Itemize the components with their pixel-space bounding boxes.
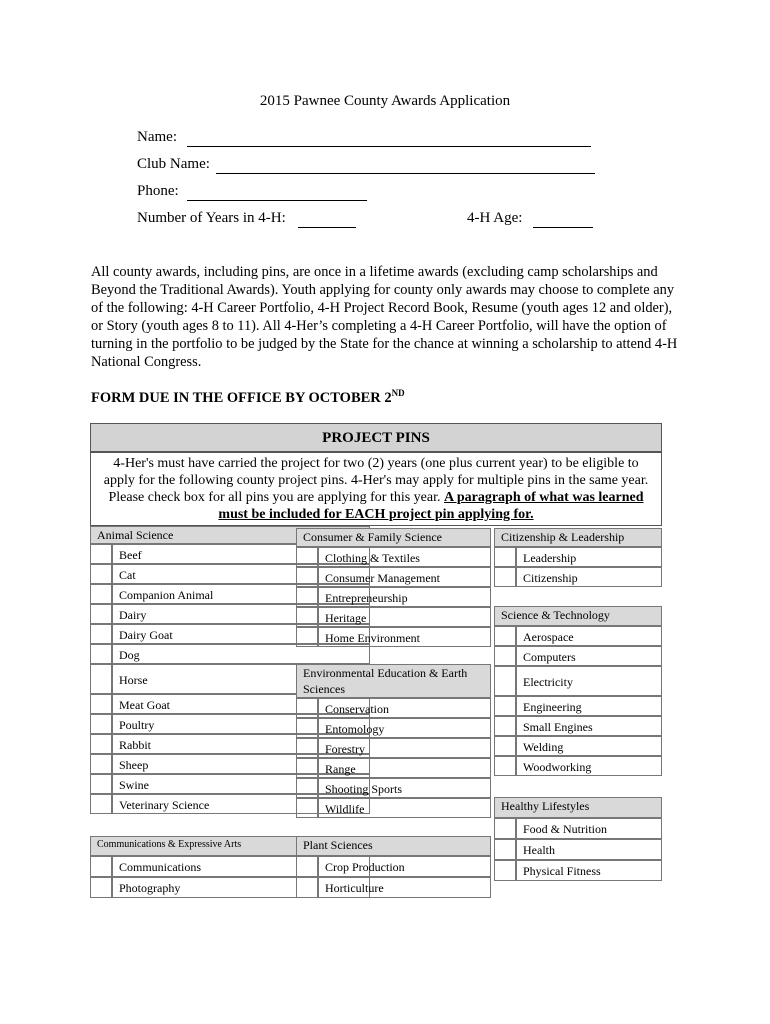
checkbox-entrepreneurship[interactable]: [296, 587, 318, 607]
checkbox-horse[interactable]: [90, 664, 112, 694]
pin-label-swine: Swine: [112, 774, 370, 794]
project-pins-instructions: [90, 452, 662, 526]
name-label: Name:: [137, 129, 177, 145]
checkbox-wildlife[interactable]: [296, 798, 318, 818]
pin-label-veterinary-science: Veterinary Science: [112, 794, 370, 814]
checkbox-meat-goat[interactable]: [90, 694, 112, 714]
pin-label-small-engines: Small Engines: [516, 716, 662, 736]
checkbox-physical-fitness[interactable]: [494, 860, 516, 881]
checkbox-beef[interactable]: [90, 544, 112, 564]
checkbox-heritage[interactable]: [296, 607, 318, 627]
group-header-comm-arts: Communications & Expressive Arts: [90, 836, 370, 856]
pin-label-heritage: Heritage: [318, 607, 491, 627]
pin-label-clothing-and-textiles: Clothing & Textiles: [318, 547, 491, 567]
checkbox-health[interactable]: [494, 839, 516, 860]
pin-label-health: Health: [516, 839, 662, 860]
checkbox-shooting-sports[interactable]: [296, 778, 318, 798]
pin-label-photography: Photography: [112, 877, 370, 898]
group-header-healthy: Healthy Lifestyles: [494, 797, 662, 818]
pin-label-entomology: Entomology: [318, 718, 491, 738]
checkbox-consumer-management[interactable]: [296, 567, 318, 587]
checkbox-sheep[interactable]: [90, 754, 112, 774]
phone-field[interactable]: [187, 200, 367, 201]
checkbox-dairy-goat[interactable]: [90, 624, 112, 644]
pin-label-electricity: Electricity: [516, 666, 662, 696]
checkbox-aerospace[interactable]: [494, 626, 516, 646]
pin-label-leadership: Leadership: [516, 547, 662, 567]
form-title: 2015 Pawnee County Awards Application: [259, 93, 511, 109]
checkbox-woodworking[interactable]: [494, 756, 516, 776]
checkbox-forestry[interactable]: [296, 738, 318, 758]
pin-label-horse: Horse: [112, 664, 370, 694]
pin-label-engineering: Engineering: [516, 696, 662, 716]
checkbox-welding[interactable]: [494, 736, 516, 756]
instructions-emphasis: A paragraph of what was learned must be included for EACH project pin applying for.: [218, 490, 644, 522]
group-header-environment: Environmental Education & Earth Sciences: [296, 664, 491, 698]
years-field[interactable]: [298, 227, 356, 228]
pin-label-beef: Beef: [112, 544, 370, 564]
pin-label-wildlife: Wildlife: [318, 798, 491, 818]
checkbox-swine[interactable]: [90, 774, 112, 794]
pin-label-physical-fitness: Physical Fitness: [516, 860, 662, 881]
due-date-notice: [91, 388, 405, 407]
age-label: 4-H Age:: [467, 210, 523, 226]
pin-label-crop-production: Crop Production: [318, 856, 491, 877]
checkbox-engineering[interactable]: [494, 696, 516, 716]
due-text: FORM DUE IN THE OFFICE BY OCTOBER 2: [91, 389, 392, 406]
pin-label-communications: Communications: [112, 856, 370, 877]
pin-label-conservation: Conservation: [318, 698, 491, 718]
pin-label-entrepreneurship: Entrepreneurship: [318, 587, 491, 607]
pin-label-meat-goat: Meat Goat: [112, 694, 370, 714]
checkbox-photography[interactable]: [90, 877, 112, 898]
checkbox-dog[interactable]: [90, 644, 112, 664]
checkbox-range[interactable]: [296, 758, 318, 778]
club-name-field[interactable]: [216, 173, 595, 174]
checkbox-cat[interactable]: [90, 564, 112, 584]
project-pins-title: PROJECT PINS: [90, 423, 662, 452]
pin-label-poultry: Poultry: [112, 714, 370, 734]
club-name-label: Club Name:: [137, 156, 210, 172]
pin-label-dairy: Dairy: [112, 604, 370, 624]
group-header-consumer: Consumer & Family Science: [296, 528, 491, 547]
pin-label-computers: Computers: [516, 646, 662, 666]
checkbox-communications[interactable]: [90, 856, 112, 877]
pin-label-citizenship: Citizenship: [516, 567, 662, 587]
phone-label: Phone:: [137, 183, 179, 199]
checkbox-veterinary-science[interactable]: [90, 794, 112, 814]
checkbox-food-and-nutrition[interactable]: [494, 818, 516, 839]
checkbox-home-environment[interactable]: [296, 627, 318, 647]
group-header-plant: Plant Sciences: [296, 836, 491, 856]
group-header-science: Science & Technology: [494, 606, 662, 626]
group-header-animal-science: Animal Science: [90, 526, 370, 544]
pin-label-welding: Welding: [516, 736, 662, 756]
pin-label-consumer-management: Consumer Management: [318, 567, 491, 587]
pin-label-dairy-goat: Dairy Goat: [112, 624, 370, 644]
checkbox-electricity[interactable]: [494, 666, 516, 696]
checkbox-citizenship[interactable]: [494, 567, 516, 587]
pin-label-companion-animal: Companion Animal: [112, 584, 370, 604]
pin-label-horticulture: Horticulture: [318, 877, 491, 898]
name-field[interactable]: [187, 146, 591, 147]
instructions-text: 4-Her's must have carried the project for two (2) years (one plus current year) to be eligible to apply for the following county project pins. 4-Her's may apply for multiple pins in the same year. Please check box for all pins you are applying for this year.: [103, 456, 649, 505]
pin-label-aerospace: Aerospace: [516, 626, 662, 646]
checkbox-crop-production[interactable]: [296, 856, 318, 877]
pin-label-cat: Cat: [112, 564, 370, 584]
pin-label-woodworking: Woodworking: [516, 756, 662, 776]
checkbox-clothing-and-textiles[interactable]: [296, 547, 318, 567]
pin-label-rabbit: Rabbit: [112, 734, 370, 754]
pin-label-shooting-sports: Shooting Sports: [318, 778, 491, 798]
group-header-citizenship: Citizenship & Leadership: [494, 528, 662, 547]
pin-label-home-environment: Home Environment: [318, 627, 491, 647]
checkbox-companion-animal[interactable]: [90, 584, 112, 604]
pin-label-food-and-nutrition: Food & Nutrition: [516, 818, 662, 839]
checkbox-small-engines[interactable]: [494, 716, 516, 736]
years-label: Number of Years in 4-H:: [137, 210, 286, 226]
pin-label-dog: Dog: [112, 644, 370, 664]
intro-paragraph: All county awards, including pins, are once in a lifetime awards (excluding camp scholarships and Beyond the Traditional Awards). Youth applying for county only awards may choose to complete any of the following: 4-H Career Portfolio, 4-H Project Record Book, Resume (youth ages 12 and older), or Story (youth ages 8 to 11). All 4-Her’s completing a 4-H Career Portfolio, will have the option of turning in the portfolio to be judged by the State for the chance at winning a scholarship to attend 4-H National Congress.: [91, 264, 678, 370]
checkbox-leadership[interactable]: [494, 547, 516, 567]
checkbox-computers[interactable]: [494, 646, 516, 666]
checkbox-conservation[interactable]: [296, 698, 318, 718]
due-suffix: ND: [391, 388, 405, 398]
pin-label-range: Range: [318, 758, 491, 778]
checkbox-poultry[interactable]: [90, 714, 112, 734]
checkbox-horticulture[interactable]: [296, 877, 318, 898]
pin-label-forestry: Forestry: [318, 738, 491, 758]
pin-label-sheep: Sheep: [112, 754, 370, 774]
checkbox-rabbit[interactable]: [90, 734, 112, 754]
checkbox-dairy[interactable]: [90, 604, 112, 624]
checkbox-entomology[interactable]: [296, 718, 318, 738]
age-field[interactable]: [533, 227, 593, 228]
